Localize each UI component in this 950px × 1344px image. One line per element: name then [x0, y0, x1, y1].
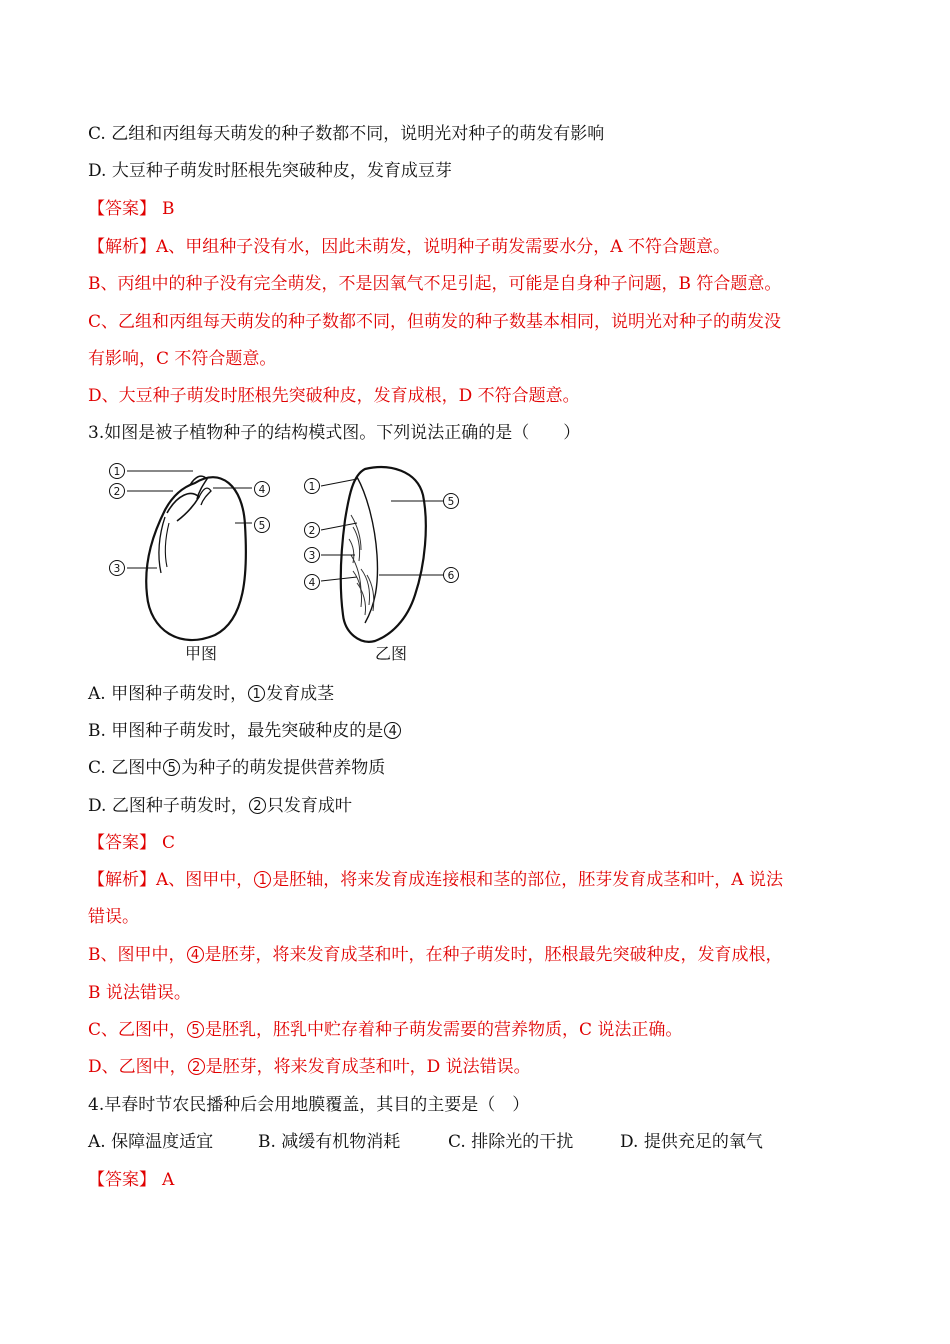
analysis-text: D、乙图中，: [88, 1057, 187, 1077]
q4-options: [88, 1131, 763, 1153]
analysis-text: 【解析】A、图甲中，: [88, 870, 254, 890]
q3-analysis-line: 错误。: [88, 907, 139, 927]
q4-option-d: D. 提供充足的氧气: [620, 1132, 763, 1152]
circled-number: 2: [188, 1058, 205, 1075]
q2-analysis-line: B、丙组中的种子没有完全萌发，不是因氧气不足引起，可能是自身种子问题，B 符合题意。: [88, 274, 782, 294]
circled-number: 4: [384, 722, 401, 739]
label-2: 2: [308, 525, 316, 537]
answer-value: A: [162, 1170, 175, 1190]
q3-option-d: [88, 795, 352, 817]
q3-answer: [88, 832, 175, 854]
label-5: 5: [447, 496, 455, 508]
analysis-text: 是胚芽，将来发育成茎和叶，在种子萌发时，胚根最先突破种皮，发育成根，: [204, 945, 783, 965]
circled-number: 5: [163, 759, 180, 776]
q3-analysis-line: B 说法错误。: [88, 983, 191, 1003]
option-text: 为种子的萌发提供营养物质: [181, 758, 386, 778]
analysis-text: 是胚轴，将来发育成连接根和茎的部位，胚芽发育成茎和叶，A 说法: [272, 870, 783, 890]
q3-stem: 3.如图是被子植物种子的结构模式图。下列说法正确的是（ ）: [88, 423, 581, 443]
answer-value: B: [162, 199, 175, 219]
corn-seed-leader-lines: [321, 479, 443, 581]
label-4: 4: [258, 484, 266, 496]
q3-analysis-line: [88, 1056, 531, 1078]
label-1: 1: [113, 466, 121, 478]
option-text: 只发育成叶: [266, 796, 352, 816]
corn-seed-diagram: [341, 467, 426, 642]
q3-analysis-line: [88, 869, 783, 891]
label-2: 2: [113, 486, 121, 498]
circled-number: 4: [187, 946, 204, 963]
q3-option-a: [88, 683, 334, 705]
analysis-text: 是胚乳，胚乳中贮存着种子萌发需要的营养物质，C 说法正确。: [205, 1020, 683, 1040]
circled-number: 1: [248, 685, 265, 702]
bean-seed-diagram: [146, 476, 246, 640]
label-3: 3: [113, 563, 121, 575]
q2-answer: [88, 198, 175, 220]
q4-option-a: A. 保障温度适宜: [88, 1132, 214, 1152]
answer-label: 【答案】: [88, 199, 156, 219]
q4-option-c: C. 排除光的干扰: [448, 1132, 574, 1152]
analysis-text: B、图甲中，: [88, 945, 186, 965]
q2-analysis-line: 【解析】A、甲组种子没有水，因此未萌发，说明种子萌发需要水分，A 不符合题意。: [88, 237, 730, 257]
option-text: D. 乙图种子萌发时，: [88, 796, 248, 816]
q2-option-c: C. 乙组和丙组每天萌发的种子数都不同，说明光对种子的萌发有影响: [88, 124, 605, 144]
analysis-text: C、乙图中，: [88, 1020, 187, 1040]
answer-value: C: [162, 833, 176, 853]
q2-option-d: D. 大豆种子萌发时胚根先突破种皮，发育成豆芽: [88, 161, 452, 181]
option-text: 发育成茎: [266, 684, 335, 704]
option-text: C. 乙图中: [88, 758, 163, 778]
answer-label: 【答案】: [88, 833, 156, 853]
circled-number: 5: [187, 1021, 204, 1038]
q3-analysis-line: [88, 1019, 682, 1041]
q4-option-b: B. 减缓有机物消耗: [258, 1132, 401, 1152]
label-3: 3: [308, 550, 316, 562]
corn-seed-labels: [305, 479, 459, 590]
q2-analysis-line: 有影响，C 不符合题意。: [88, 349, 277, 369]
q3-option-c: [88, 757, 385, 779]
analysis-text: 是胚芽，将来发育成茎和叶，D 说法错误。: [205, 1057, 531, 1077]
label-5: 5: [258, 520, 266, 532]
q3-option-b: [88, 720, 402, 742]
option-text: A. 甲图种子萌发时，: [88, 684, 248, 704]
label-4: 4: [308, 577, 316, 589]
answer-label: 【答案】: [88, 1170, 156, 1190]
figure-caption-left: 甲图: [184, 644, 218, 663]
circled-number: 1: [254, 871, 271, 888]
q2-analysis-line: C、乙组和丙组每天萌发的种子数都不同，但萌发的种子数基本相同，说明光对种子的萌发没: [88, 312, 782, 332]
circled-number: 2: [249, 797, 266, 814]
label-6: 6: [447, 570, 455, 582]
option-text: B. 甲图种子萌发时，最先突破种皮的是: [88, 721, 384, 741]
q3-analysis-line: [88, 944, 783, 966]
figure-caption-right: 乙图: [374, 644, 408, 663]
label-1: 1: [308, 481, 316, 493]
q2-analysis-line: D、大豆种子萌发时胚根先突破种皮，发育成根，D 不符合题意。: [88, 386, 580, 406]
seed-structure-figure: [95, 455, 475, 670]
q4-answer: [88, 1169, 174, 1191]
q4-stem: 4.早春时节农民播种后会用地膜覆盖，其目的主要是（ ）: [88, 1095, 530, 1115]
